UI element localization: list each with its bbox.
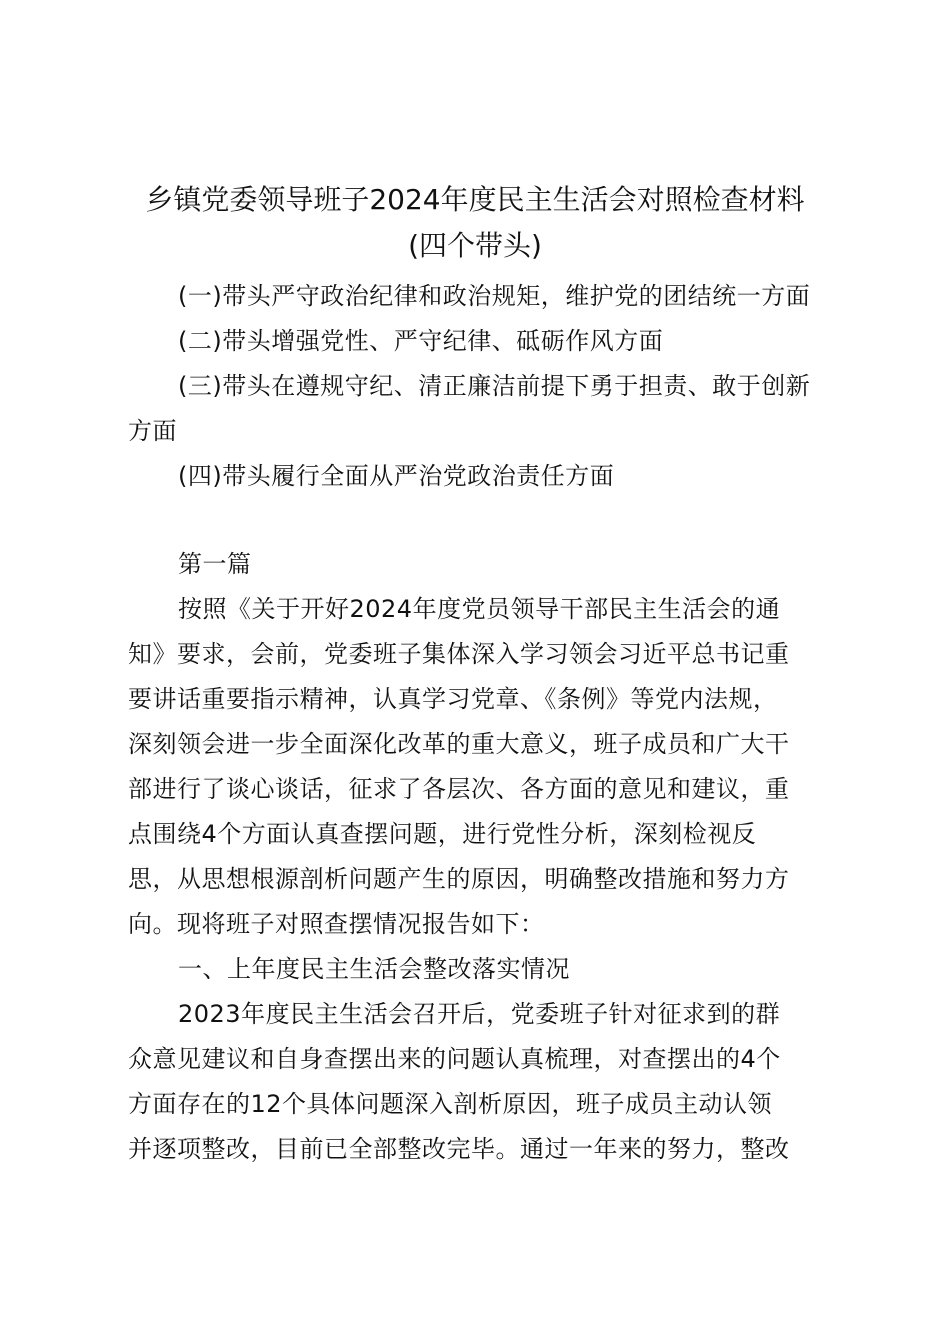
intro-line: 按照《关于开好2024年度党员领导干部民主生活会的通 <box>178 595 781 623</box>
document-subtitle: (四个带头) <box>408 229 542 262</box>
intro-line: 深刻领会进一步全面深化改革的重大意义，班子成员和广大干 <box>128 730 790 758</box>
toc-item-1: (一)带头严守政治纪律和政治规矩，维护党的团结统一方面 <box>178 282 811 310</box>
intro-line: 要讲话重要指示精神，认真学习党章、《条例》等党内法规， <box>128 685 778 713</box>
intro-line: 部进行了谈心谈话，征求了各层次、各方面的意见和建议，重 <box>128 775 790 803</box>
chapter-heading: 第一篇 <box>178 550 252 578</box>
toc-item-4: (四)带头履行全面从严治党政治责任方面 <box>178 462 615 490</box>
toc-item-3-continued: 方面 <box>128 417 177 445</box>
intro-line: 点围绕4个方面认真查摆问题，进行党性分析，深刻检视反 <box>128 820 757 848</box>
intro-line: 向。现将班子对照查摆情况报告如下： <box>128 910 545 938</box>
toc-item-3: (三)带头在遵规守纪、清正廉洁前提下勇于担责、敢于创新 <box>178 372 811 400</box>
section-heading: 一、上年度民主生活会整改落实情况 <box>178 955 570 983</box>
section-line: 并逐项整改，目前已全部整改完毕。通过一年来的努力，整改 <box>128 1135 790 1163</box>
section-line: 方面存在的12个具体问题深入剖析原因，班子成员主动认领 <box>128 1090 773 1118</box>
intro-line: 知》要求，会前，党委班子集体深入学习领会习近平总书记重 <box>128 640 790 668</box>
section-line: 众意见建议和自身查摆出来的问题认真梳理，对查摆出的4个 <box>128 1045 781 1073</box>
intro-line: 思，从思想根源剖析问题产生的原因，明确整改措施和努力方 <box>128 865 790 893</box>
toc-item-2: (二)带头增强党性、严守纪律、砥砺作风方面 <box>178 327 664 355</box>
document-title: 乡镇党委领导班子2024年度民主生活会对照检查材料 <box>145 183 805 216</box>
section-line: 2023年度民主生活会召开后，党委班子针对征求到的群 <box>178 1000 781 1028</box>
